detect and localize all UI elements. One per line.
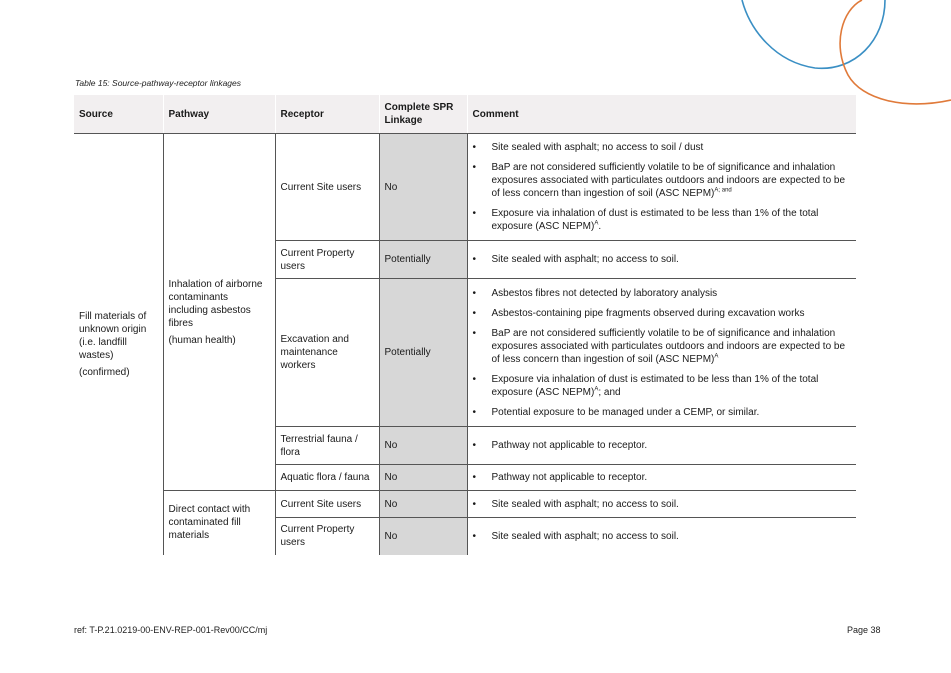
source-cell bbox=[74, 134, 163, 555]
comment-bullet: • Site sealed with asphalt; no access to soil / dust bbox=[492, 141, 852, 154]
comment-cell bbox=[467, 241, 856, 279]
receptor-cell: Excavation and maintenance workers bbox=[275, 279, 379, 427]
comment-bullet: • Site sealed with asphalt; no access to soil. bbox=[492, 498, 852, 511]
pathway-inhalation-cell bbox=[163, 134, 275, 491]
comment-cell bbox=[467, 518, 856, 555]
receptor-cell: Current Site users bbox=[275, 134, 379, 241]
header-receptor: Receptor bbox=[275, 95, 379, 134]
comment-cell bbox=[467, 279, 856, 427]
comment-bullet: • BaP are not considered sufficiently volatile to be of significance and inhalation exposures associated with particulates outdoors and indoors are expected to be of less concern than ingestion of soil (ASC NEPM)$^{A; and}$ bbox=[492, 161, 852, 200]
page-number: Page 38 bbox=[847, 625, 881, 635]
comment-cell bbox=[467, 465, 856, 491]
blue-swirl-line bbox=[742, 0, 885, 68]
linkage-cell: Potentially bbox=[379, 279, 467, 427]
pathway-direct-cell: Direct contact with contaminated fill materials bbox=[163, 491, 275, 555]
comment-bullet: • Exposure via inhalation of dust is estimated to be less than 1% of the total exposure (ASC NEPM)$^A$. bbox=[492, 207, 852, 233]
table-row bbox=[74, 134, 856, 241]
pathway-inhalation-text: Inhalation of airborne contaminants including asbestos fibres bbox=[168, 278, 263, 329]
spr-linkage-table bbox=[74, 95, 856, 555]
comment-bullet: • Potential exposure to be managed under a CEMP, or similar. bbox=[492, 406, 852, 419]
receptor-cell: Current Site users bbox=[275, 491, 379, 518]
linkage-cell: No bbox=[379, 491, 467, 518]
comment-bullet: • Site sealed with asphalt; no access to soil. bbox=[492, 253, 852, 266]
linkage-cell: No bbox=[379, 518, 467, 555]
comment-bullet: • Asbestos fibres not detected by laboratory analysis bbox=[492, 287, 852, 300]
header-linkage: Complete SPR Linkage bbox=[379, 95, 467, 134]
comment-bullet: • Exposure via inhalation of dust is estimated to be less than 1% of the total exposure (ASC NEPM)$^A$; and bbox=[492, 373, 852, 399]
comment-cell bbox=[467, 427, 856, 465]
linkage-cell: No bbox=[379, 427, 467, 465]
table-header-row bbox=[74, 95, 856, 134]
comment-bullet: • Pathway not applicable to receptor. bbox=[492, 439, 852, 452]
table-caption: Table 15: Source-pathway-receptor linkages bbox=[75, 78, 242, 88]
table-row bbox=[74, 491, 856, 518]
linkage-cell: No bbox=[379, 134, 467, 241]
orange-swirl-line bbox=[840, 0, 951, 104]
comment-cell bbox=[467, 491, 856, 518]
receptor-cell: Current Property users bbox=[275, 518, 379, 555]
linkage-cell: No bbox=[379, 465, 467, 491]
header-pathway: Pathway bbox=[163, 95, 275, 134]
receptor-cell: Current Property users bbox=[275, 241, 379, 279]
linkage-cell: Potentially bbox=[379, 241, 467, 279]
source-text: Fill materials of unknown origin (i.e. landfill wastes) bbox=[79, 310, 147, 361]
header-source: Source bbox=[74, 95, 163, 134]
comment-bullet: • Site sealed with asphalt; no access to soil. bbox=[492, 530, 852, 543]
comment-bullet: • Asbestos-containing pipe fragments observed during excavation works bbox=[492, 307, 852, 320]
source-status: (confirmed) bbox=[79, 366, 130, 378]
comment-bullet: • BaP are not considered sufficiently volatile to be of significance and inhalation exposures associated with particulates outdoors and indoors are expected to be of less concern than ingestion of soil (ASC NEPM)$^A$ bbox=[492, 327, 852, 366]
pathway-inhalation-sub: (human health) bbox=[168, 334, 236, 346]
header-comment: Comment bbox=[467, 95, 856, 134]
receptor-cell: Aquatic flora / fauna bbox=[275, 465, 379, 491]
comment-bullet: • Pathway not applicable to receptor. bbox=[492, 471, 852, 484]
footer-reference: ref: T-P.21.0219-00-ENV-REP-001-Rev00/CC/mj bbox=[74, 625, 268, 635]
comment-cell bbox=[467, 134, 856, 241]
receptor-cell: Terrestrial fauna / flora bbox=[275, 427, 379, 465]
